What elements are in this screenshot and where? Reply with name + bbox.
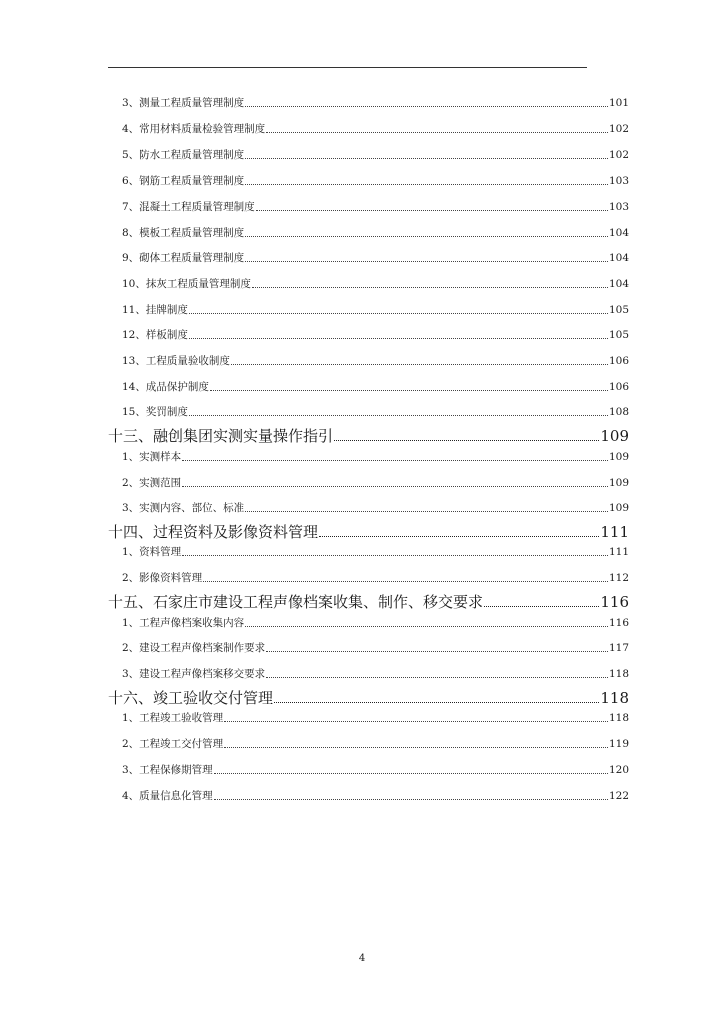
toc-entry-label: 3、建设工程声像档案移交要求 — [122, 668, 266, 680]
toc-entry-label: 2、工程竣工交付管理 — [122, 738, 224, 750]
toc-entry-page: 105 — [608, 304, 629, 316]
toc-entry-page: 118 — [608, 712, 629, 724]
toc-leader — [189, 415, 608, 416]
toc-leader — [214, 773, 608, 774]
toc-entry-page: 103 — [608, 175, 629, 187]
toc-entry-label: 1、资料管理 — [122, 546, 182, 558]
toc-entry-page: 101 — [608, 97, 629, 109]
toc-chapter[interactable] — [108, 593, 629, 611]
toc-entry-label: 14、成品保护制度 — [122, 381, 209, 393]
toc-entry[interactable] — [108, 738, 629, 751]
toc-entry-page: 108 — [608, 406, 629, 418]
toc-entry[interactable] — [108, 329, 629, 342]
toc-leader — [189, 338, 608, 339]
toc-entry[interactable] — [108, 451, 629, 464]
toc-entry[interactable] — [108, 546, 629, 559]
toc-entry-label: 3、实测内容、部位、标准 — [122, 502, 245, 514]
toc-leader — [245, 626, 608, 627]
toc-entry[interactable] — [108, 355, 629, 368]
toc-entry[interactable] — [108, 406, 629, 419]
toc-chapter-page: 116 — [600, 593, 629, 611]
toc-leader — [245, 184, 608, 185]
toc-entry-label: 6、钢筋工程质量管理制度 — [122, 175, 245, 187]
toc-leader — [189, 313, 608, 314]
toc-chapter-page: 109 — [600, 427, 629, 445]
toc-entry-label: 2、实测范围 — [122, 477, 182, 489]
toc-entry-label: 4、质量信息化管理 — [122, 790, 213, 802]
toc-entry-page: 120 — [608, 764, 629, 776]
toc-entry-label: 13、工程质量验收制度 — [122, 355, 230, 367]
toc-entry-page: 104 — [608, 227, 629, 239]
toc-entry-page: 112 — [608, 572, 629, 584]
toc-chapter-label: 十三、融创集团实测实量操作指引 — [108, 427, 334, 445]
toc-entry[interactable] — [108, 201, 629, 214]
toc-chapter-label: 十五、石家庄市建设工程声像档案收集、制作、移交要求 — [108, 593, 484, 611]
toc-leader — [203, 581, 608, 582]
toc-entry[interactable] — [108, 227, 629, 240]
toc-entry[interactable] — [108, 278, 629, 291]
toc-chapter[interactable] — [108, 427, 629, 445]
toc-entry[interactable] — [108, 790, 629, 803]
toc-leader — [245, 236, 608, 237]
toc-leader — [210, 390, 608, 391]
toc-entry-page: 118 — [608, 668, 629, 680]
toc-leader — [245, 261, 608, 262]
toc-entry[interactable] — [108, 642, 629, 655]
toc-leader — [245, 511, 608, 512]
toc-leader — [252, 287, 608, 288]
toc-entry-label: 12、样板制度 — [122, 329, 188, 341]
toc-leader — [231, 364, 608, 365]
toc-entry[interactable] — [108, 97, 629, 110]
toc-entry[interactable] — [108, 149, 629, 162]
toc-entry[interactable] — [108, 764, 629, 777]
toc-entry[interactable] — [108, 252, 629, 265]
toc-leader — [182, 555, 608, 556]
toc-entry-label: 4、常用材料质量检验管理制度 — [122, 123, 266, 135]
toc-entry-page: 103 — [608, 201, 629, 213]
toc-leader — [334, 440, 599, 441]
toc-entry-page: 105 — [608, 329, 629, 341]
toc-entry[interactable] — [108, 304, 629, 317]
toc-leader — [224, 721, 608, 722]
toc-entry[interactable] — [108, 617, 629, 630]
toc-entry-page: 102 — [608, 123, 629, 135]
page-number: 4 — [358, 953, 366, 964]
toc-chapter[interactable] — [108, 523, 629, 541]
toc-entry-page: 102 — [608, 149, 629, 161]
toc-entry[interactable] — [108, 381, 629, 394]
toc-entry-page: 111 — [608, 546, 629, 558]
toc-leader — [182, 486, 608, 487]
toc-chapter-label: 十六、竣工验收交付管理 — [108, 689, 274, 707]
toc-entry-page: 104 — [608, 252, 629, 264]
toc-entry-label: 7、混凝土工程质量管理制度 — [122, 201, 255, 213]
toc-entry-label: 1、实测样本 — [122, 451, 182, 463]
toc-entry-label: 2、影像资料管理 — [122, 572, 203, 584]
toc-entry-page: 119 — [608, 738, 629, 750]
toc-entry[interactable] — [108, 572, 629, 585]
toc-entry-page: 117 — [608, 642, 629, 654]
toc-entry-label: 10、抹灰工程质量管理制度 — [122, 278, 251, 290]
toc-entry-page: 106 — [608, 381, 629, 393]
toc-entry-label: 2、建设工程声像档案制作要求 — [122, 642, 266, 654]
toc-entry-label: 1、工程竣工验收管理 — [122, 712, 224, 724]
toc-entry-page: 104 — [608, 278, 629, 290]
toc-entry-page: 109 — [608, 451, 629, 463]
toc-chapter-label: 十四、过程资料及影像资料管理 — [108, 523, 319, 541]
toc-entry-label: 9、砌体工程质量管理制度 — [122, 252, 245, 264]
toc-entry-label: 3、工程保修期管理 — [122, 764, 213, 776]
toc-entry-page: 116 — [608, 617, 629, 629]
toc-leader — [245, 106, 608, 107]
header-rule — [108, 67, 587, 68]
toc-leader — [319, 536, 599, 537]
toc-entry[interactable] — [108, 123, 629, 136]
toc-leader — [484, 606, 599, 607]
toc-entry[interactable] — [108, 175, 629, 188]
toc-chapter[interactable] — [108, 689, 629, 707]
toc-entry-label: 8、模板工程质量管理制度 — [122, 227, 245, 239]
toc-entry[interactable] — [108, 477, 629, 490]
toc-leader — [224, 747, 608, 748]
toc-chapter-page: 118 — [600, 689, 629, 707]
toc-chapter-page: 111 — [600, 523, 629, 541]
toc-leader — [214, 799, 608, 800]
toc-leader — [182, 460, 608, 461]
toc-leader — [256, 210, 608, 211]
toc-leader — [266, 677, 608, 678]
toc-entry[interactable] — [108, 712, 629, 725]
toc-leader — [274, 702, 599, 703]
toc-entry[interactable] — [108, 502, 629, 515]
toc-entry-label: 3、测量工程质量管理制度 — [122, 97, 245, 109]
toc-entry-label: 1、工程声像档案收集内容 — [122, 617, 245, 629]
toc-leader — [266, 132, 608, 133]
toc-leader — [245, 158, 608, 159]
toc-leader — [266, 651, 608, 652]
toc-entry-label: 11、挂牌制度 — [122, 304, 188, 316]
toc-entry-page: 109 — [608, 477, 629, 489]
toc-entry-page: 109 — [608, 502, 629, 514]
toc-entry-page: 122 — [608, 790, 629, 802]
toc-entry-label: 5、防水工程质量管理制度 — [122, 149, 245, 161]
toc-entry[interactable] — [108, 668, 629, 681]
toc-entry-page: 106 — [608, 355, 629, 367]
toc-entry-label: 15、奖罚制度 — [122, 406, 188, 418]
